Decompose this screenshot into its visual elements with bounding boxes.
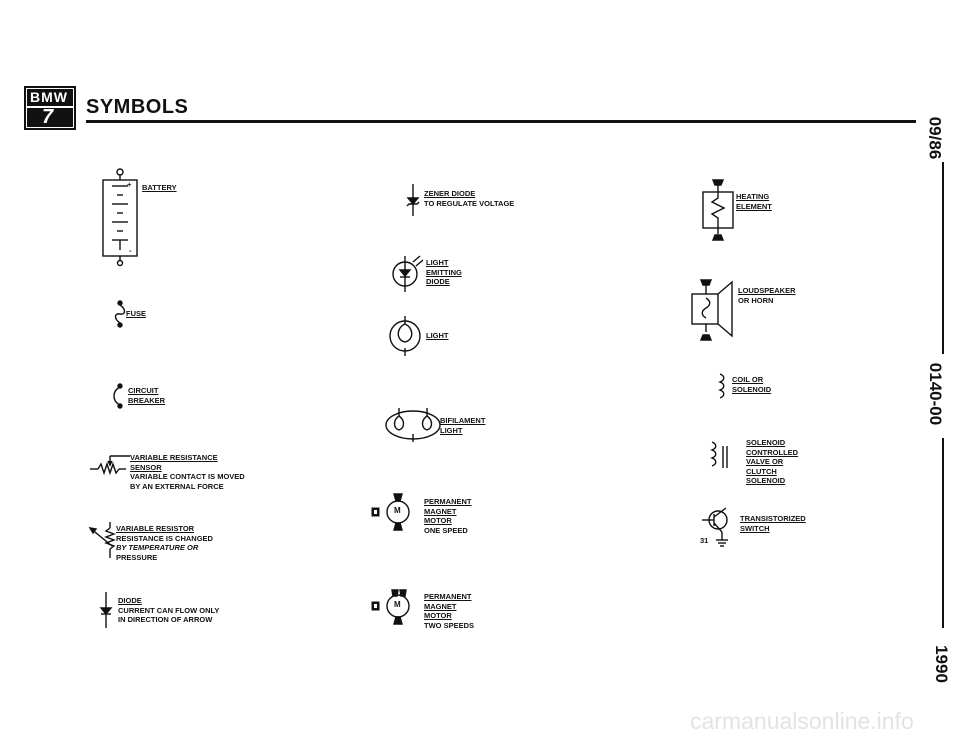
heating-element-label: HEATING ELEMENT [736,192,772,211]
motor-one-speed-symbol [372,494,416,537]
transistor-ground-label: 31 [700,536,709,545]
variable-resistor-label: VARIABLE RESISTOR RESISTANCE IS CHANGED BY TEMPERATURE OR PRESSURE [116,524,213,562]
sidebar-line-2 [942,438,944,628]
logo-model: 7 [42,106,54,128]
solenoid-valve-label: SOLENOID CONTROLLED VALVE OR CLUTCH SOLENOID [746,438,799,485]
circuit-breaker-symbol [112,383,126,414]
loudspeaker-symbol [690,280,736,347]
header-rule [86,120,916,123]
motor-two-speeds-m: M [394,600,401,609]
coil-label: COIL OR SOLENOID [732,375,772,394]
bifilament-light-symbol [384,408,442,447]
light-symbol [388,316,422,361]
light-label: LIGHT [426,331,449,340]
circuit-breaker-label: CIRCUIT BREAKER [128,386,166,405]
battery-plus: + [127,180,132,189]
led-label: LIGHT EMITTING DIODE [426,258,462,286]
heating-element-symbol [700,180,736,247]
motor-two-speeds-label: PERMANENT MAGNET MOTOR TWO SPEEDS [424,592,475,630]
sidebar-code: 0140-00 [925,362,945,426]
led-symbol [388,256,428,297]
page-title: SYMBOLS [86,96,189,118]
watermark: carmanualsonline.info [690,708,914,734]
sidebar-date: 09/86 [925,116,945,160]
battery-symbol [100,168,140,269]
sidebar-line-1 [942,162,944,354]
battery-minus: - [129,246,132,255]
motor-one-speed-label: PERMANENT MAGNET MOTOR ONE SPEED [424,497,472,535]
variable-resistance-symbol [90,452,132,479]
battery-label: BATTERY [142,183,177,192]
transistor-switch-symbol [700,508,734,555]
coil-symbol [718,374,728,405]
sidebar-year: 1990 [932,645,952,683]
zener-diode-symbol [405,184,421,221]
zener-diode-label: ZENER DIODE TO REGULATE VOLTAGE [424,189,515,208]
solenoid-valve-symbol [710,442,732,479]
motor-two-speeds-symbol [372,590,416,633]
variable-resistance-label: VARIABLE RESISTANCE SENSOR VARIABLE CONTACT IS MOVED BY AN EXTERNAL FORCE [130,453,245,491]
motor-one-speed-m: M [394,506,401,515]
bmw-logo [24,86,76,130]
diode-symbol [98,592,114,633]
logo-text: BMW [30,89,68,105]
diode-label: DIODE CURRENT CAN FLOW ONLY IN DIRECTION OF ARROW [118,596,220,624]
transistor-switch-label: TRANSISTORIZED SWITCH [740,514,806,533]
loudspeaker-label: LOUDSPEAKER OR HORN [738,286,796,305]
bifilament-light-label: BIFILAMENT LIGHT [440,416,486,435]
fuse-label: FUSE [126,309,147,318]
